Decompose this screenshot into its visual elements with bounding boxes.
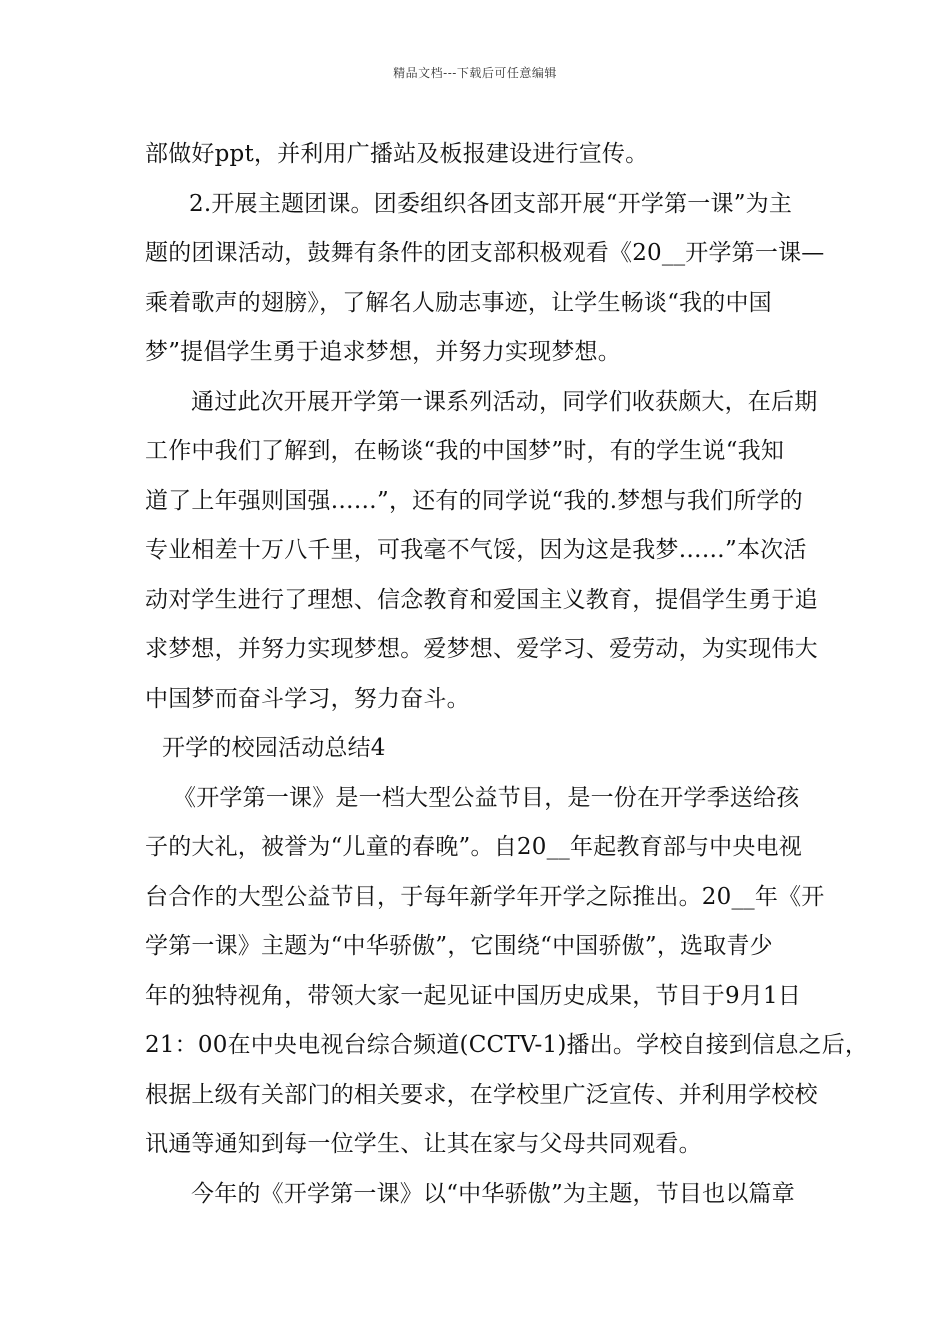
text-line: 工作中我们了解到，在畅谈“我的中国梦”时，有的学生说“我知 [145,438,785,464]
text-line: 梦”提倡学生勇于追求梦想，并努力实现梦想。 [145,339,621,365]
text-line: 题的团课活动，鼓舞有条件的团支部积极观看《20__开学第一课— [145,240,825,266]
text-line: 求梦想，并努力实现梦想。爱梦想、爱学习、爱劳动，为实现伟大 [145,636,818,662]
text-line: 台合作的大型公益节目，于每年新学年开学之际推出。20__年《开 [145,883,825,910]
page-header: 精品文档---下载后可任意编辑 [393,66,557,80]
text-line: 部做好ppt，并利用广播站及板报建设进行宣传。 [145,141,649,167]
text-line: 子的大礼，被誉为“儿童的春晚”。自20__年起教育部与中央电视 [145,834,802,860]
text-line: 通过此次开展开学第一课系列活动，同学们收获颇大，在后期 [191,388,818,415]
text-line: 开学的校园活动总结4 [162,735,386,761]
text-line: 今年的《开学第一课》以“中华骄傲”为主题，节目也以篇章 [191,1180,795,1207]
text-line: 根据上级有关部门的相关要求，在学校里广泛宣传、并利用学校校 [145,1081,818,1108]
text-line: 学第一课》主题为“中华骄傲”，它围绕“中国骄傲”，选取青少 [145,933,773,959]
text-line: 21：00在中央电视台综合频道(CCTV-1)播出。学校自接到信息之后， [145,1032,869,1058]
text-line: 专业相差十万八千里，可我毫不气馁，因为这是我梦……”本次活 [145,537,807,563]
text-line: 2.开展主题团课。团委组织各团支部开展“开学第一课”为主 [189,190,793,217]
text-line: 《开学第一课》是一档大型公益节目，是一份在开学季送给孩 [173,784,800,811]
text-line: 年的独特视角，带领大家一起见证中国历史成果，节目于9月1日 [145,982,802,1009]
text-line: 乘着歌声的翅膀》，了解名人励志事迹，让学生畅谈“我的中国 [145,289,772,316]
document-body [145,130,869,1219]
text-line: 动对学生进行了理想、信念教育和爱国主义教育，提倡学生勇于追 [145,586,818,613]
text-line: 中国梦而奋斗学习，努力奋斗。 [145,685,470,712]
text-line: 道了上年强则国强……”，还有的同学说“我的.梦想与我们所学的 [145,487,803,514]
text-line: 讯通等通知到每一位学生、让其在家与父母共同观看。 [145,1131,702,1157]
